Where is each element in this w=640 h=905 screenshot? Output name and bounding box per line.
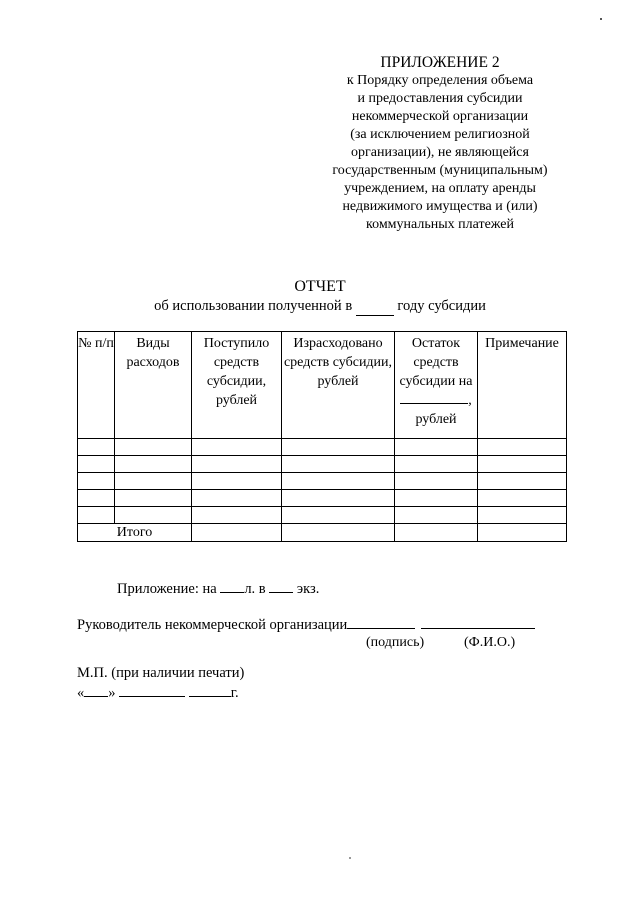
column-header: Поступило средств субсидии, рублей [192,332,282,439]
name-caption: (Ф.И.О.) [464,635,516,650]
appendix-line: (за исключением религиозной [350,127,530,142]
table-row [78,507,567,524]
head-label: Руководитель некоммерческой организации [77,617,348,633]
remainder-label: Остаток средств субсидии на [399,336,473,389]
column-header: Виды расходов [115,332,192,439]
appendix-line: государственным (муниципальным) [332,163,548,178]
report-table [77,331,567,542]
name-blank [421,616,535,629]
subtitle-text: об использовании полученной в [154,298,353,314]
pages-blank [220,580,244,593]
appendix-line: коммунальных платежей [366,217,514,232]
appendix-line: и предоставления субсидии [357,91,523,106]
subtitle-text: году субсидии [397,298,486,314]
report-title: ОТЧЕТ [294,278,346,295]
scan-speck [349,857,351,859]
appendix-line: к Порядку определения объема [346,73,534,88]
remainder-date-line: , [395,391,477,410]
appendix-line: учреждением, на оплату аренды [344,181,536,196]
remainder-unit: рублей [415,412,457,427]
table-row [78,490,567,507]
column-header: № п/п [78,332,115,439]
seal-note: М.П. (при наличии печати) [77,665,245,681]
column-header-remainder [395,332,478,439]
table-row [78,456,567,473]
appendix-header: ПРИЛОЖЕНИЕ 2 [380,54,500,71]
table-row [78,439,567,456]
month-blank [119,684,185,697]
appendix-line: недвижимого имущества и (или) [342,199,538,214]
signature-caption: (подпись) [366,635,425,650]
report-subtitle [70,298,570,316]
day-blank [84,684,108,697]
appendix-line: организации), не являющейся [351,145,529,160]
attachment-line: Приложение: на л. в экз. [117,581,320,597]
date-blank [400,391,468,404]
date-line: « » г. [77,685,239,701]
appendix-line: некоммерческой организации [351,109,529,124]
table-row [78,473,567,490]
table-header-row [78,332,567,439]
copies-blank [269,580,293,593]
head-signature-line [77,616,535,634]
scan-speck [600,18,602,20]
year-blank [189,684,231,697]
table-total-row [78,524,567,542]
column-header: Израсходовано средств субсидии, рублей [282,332,395,439]
year-blank [356,298,394,316]
signature-blank [347,616,415,629]
appendix-block [296,54,584,234]
column-header: Примечание [478,332,567,439]
total-label: Итого [78,524,192,542]
